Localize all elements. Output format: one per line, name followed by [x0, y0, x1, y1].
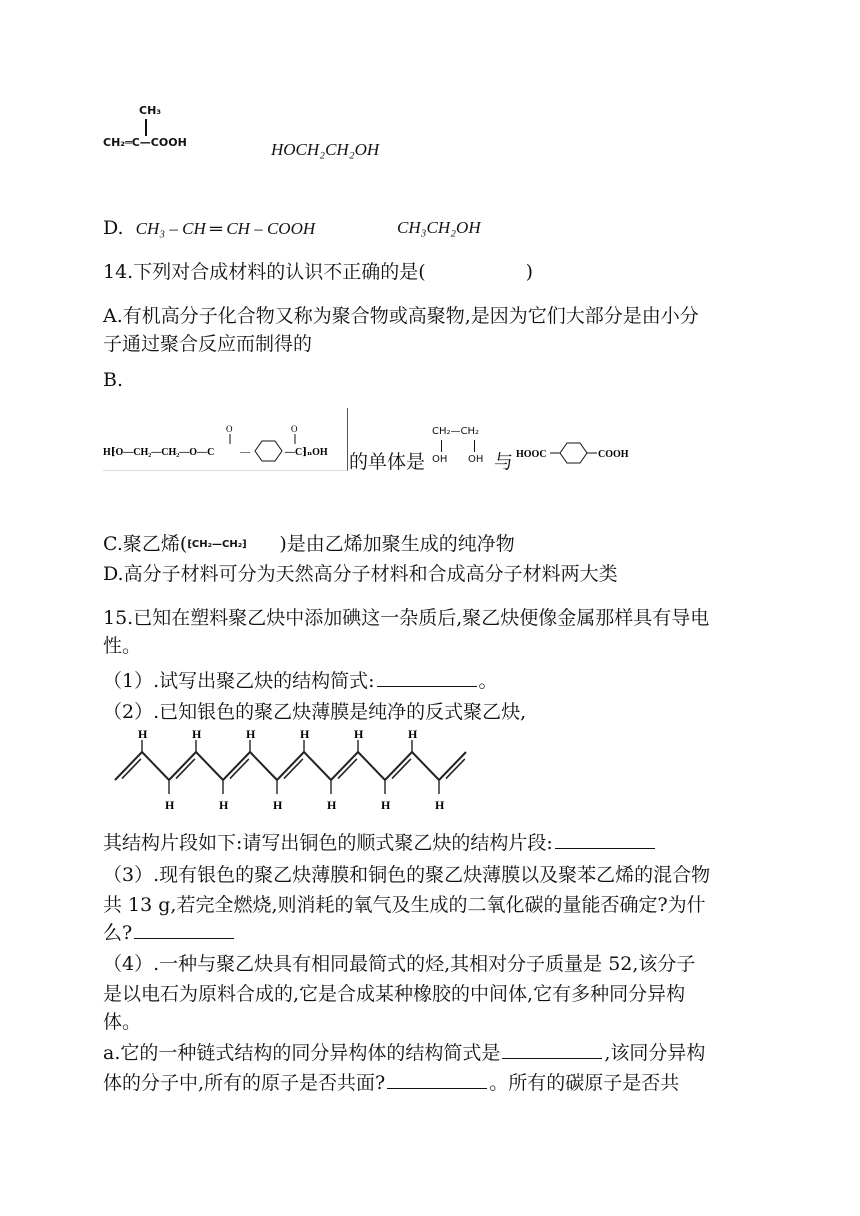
hydrogen-label: H	[192, 730, 202, 741]
answer-blank	[377, 668, 477, 687]
svg-text:COOH: COOH	[598, 449, 629, 460]
q15-stem-line2: 性。	[103, 635, 142, 657]
structure-terephthalic-acid	[516, 440, 646, 466]
chain-bond	[277, 752, 304, 780]
q14-option-a-line2: 子通过聚合反应而制得的	[103, 333, 313, 355]
struct-main-label: CH₂═C—COOH	[103, 136, 187, 149]
answer-blank	[387, 1070, 487, 1089]
polyethylene-structure: ⁅CH₂—CH₂⁆	[187, 539, 247, 550]
formula-crotonic-acid: CH₃ – CH ═ CH – COOH	[135, 219, 316, 238]
pet-polymer-svg	[103, 408, 347, 470]
hydrogen-label: H	[165, 798, 175, 812]
hydrogen-label: H	[354, 730, 364, 741]
q15-part4-line3: 体。	[103, 1011, 142, 1033]
chain-bond	[304, 752, 331, 780]
chain-bond	[250, 752, 277, 780]
q14-option-a-line1: A.有机高分子化合物又称为聚合物或高聚物,是因为它们大部分是由小分	[103, 305, 699, 327]
answer-blank	[555, 830, 655, 849]
hydrogen-label: H	[381, 798, 391, 812]
q15-part3-line2: 共 13 g,若完全燃烧,则消耗的氧气及生成的二氧化碳的量能否确定?为什	[103, 894, 706, 916]
q15-part-a-line1: a.它的一种链式结构的同分异构体的结构简式是 ,该同分异构	[103, 1042, 706, 1064]
chain-bond	[196, 752, 223, 780]
chain-bond	[358, 752, 385, 780]
q15-part1: （1）.试写出聚乙炔的结构简式: 。	[103, 670, 498, 692]
trans-polyacetylene-structure	[103, 730, 483, 820]
hydrogen-label: H	[408, 730, 418, 741]
svg-text:HOOC: HOOC	[516, 449, 547, 460]
q14-b-text-and: 与	[494, 451, 514, 473]
zigzag-svg	[103, 730, 483, 820]
q15-part-a-line2: 体的分子中,所有的原子是否共面? 。所有的碳原子是否共	[103, 1072, 680, 1094]
svg-text:—: —	[240, 447, 250, 458]
q14-option-d: D.高分子材料可分为天然高分子材料和合成高分子材料两大类	[103, 563, 618, 585]
q15-part4-line2: 是以电石为原料合成的,它是合成某种橡胶的中间体,它有多种同分异构	[103, 983, 686, 1005]
svg-text:O: O	[291, 424, 298, 434]
hydrogen-label: H	[300, 730, 310, 741]
chain-bond	[412, 752, 439, 780]
q15-part2-b: 其结构片段如下:请写出铜色的顺式聚乙炔的结构片段:	[103, 829, 657, 857]
structure-methacrylic-acid	[103, 104, 213, 154]
q14-b-text-monomers: 的单体是	[349, 451, 426, 473]
struct-bond-vertical	[145, 119, 147, 136]
hydrogen-label: H	[219, 798, 229, 812]
hydrogen-label: H	[138, 730, 148, 741]
formula-ethanol: CH₃CH₂OH	[397, 218, 481, 237]
option-letter: D.	[103, 217, 124, 239]
chain-bond	[115, 752, 142, 780]
option-d-q13	[103, 214, 315, 243]
chain-bond	[331, 752, 358, 780]
hydrogen-label: H	[246, 730, 256, 741]
q15-part3-line3: 么?	[103, 919, 236, 947]
svg-text:O: O	[226, 424, 233, 434]
q15-part2: （2）.已知银色的聚乙炔薄膜是纯净的反式聚乙炔,	[103, 701, 527, 723]
answer-blank	[502, 1040, 602, 1059]
chain-bond	[142, 752, 169, 780]
q15-part3-line1: （3）.现有银色的聚乙炔薄膜和铜色的聚乙炔薄膜以及聚苯乙烯的混合物	[103, 864, 711, 886]
pet-polymer-structure	[103, 408, 348, 471]
answer-blank	[134, 920, 234, 939]
chain-bond	[385, 752, 412, 780]
hydrogen-label: H	[327, 798, 337, 812]
chain-bond	[223, 752, 250, 780]
q15-part4-line1: （4）.一种与聚乙炔具有相同最简式的烃,其相对分子质量是 52,该分子	[103, 953, 696, 975]
chain-bond	[439, 752, 466, 780]
svg-text:—C⁆ₙOH: —C⁆ₙOH	[285, 447, 328, 458]
q14-option-b-letter: B.	[103, 369, 124, 391]
q15-stem-line1: 15.已知在塑料聚乙炔中添加碘这一杂质后,聚乙炔便像金属那样具有导电	[103, 607, 710, 629]
struct-ch3-label: CH₃	[139, 104, 162, 117]
structure-ethylene-glycol: CH₂—CH₂ OH OH	[432, 426, 484, 465]
formula-ethylene-glycol: HOCH₂CH₂OH	[271, 140, 380, 159]
q14-option-c: C.聚乙烯(⁅CH₂—CH₂⁆ )是由乙烯加聚生成的纯净物	[103, 530, 515, 559]
hydrogen-label: H	[273, 798, 283, 812]
hydrogen-label: H	[435, 798, 445, 812]
chain-bond	[169, 752, 196, 780]
q14-stem: 14.下列对合成材料的认识不正确的是( )	[103, 261, 534, 283]
svg-text:H⁅O—CH₂—CH₂—O—C: H⁅O—CH₂—CH₂—O—C	[103, 447, 215, 458]
